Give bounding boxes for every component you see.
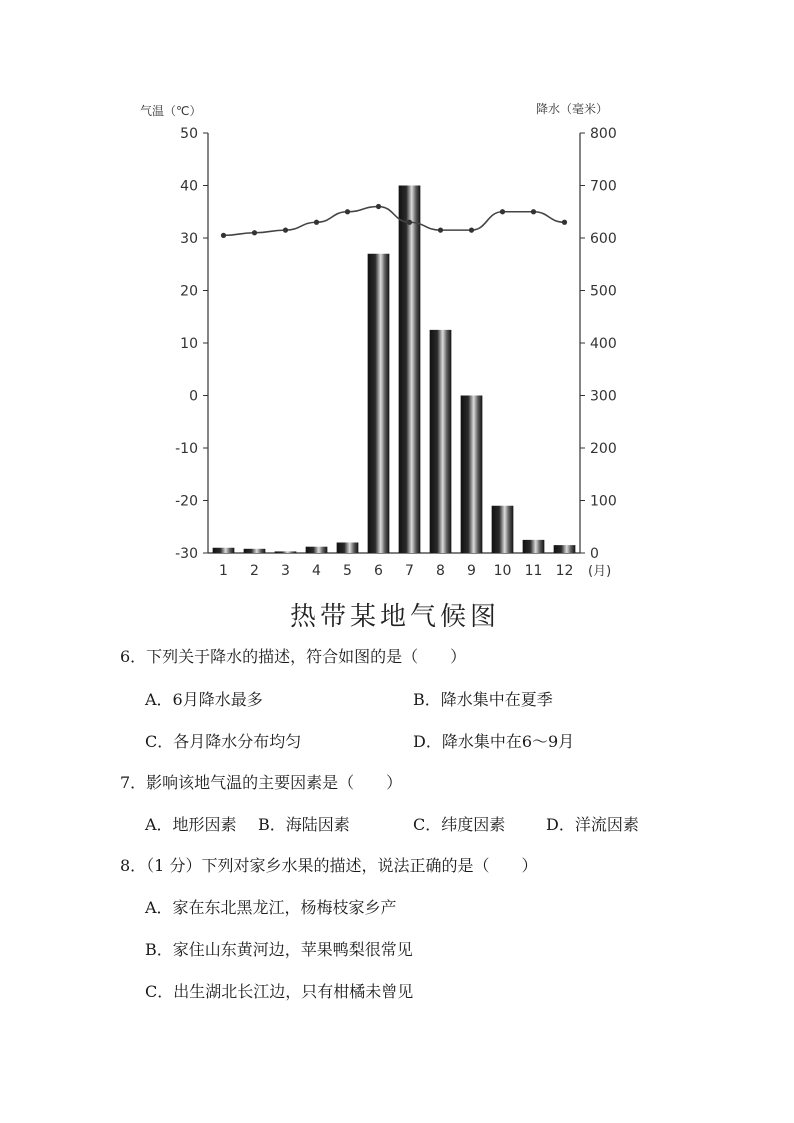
- climate-chart: [140, 95, 620, 640]
- temperature-point-11: [531, 209, 536, 214]
- precip-bar-7: [399, 186, 421, 554]
- left-tick-label-8: -30: [175, 546, 198, 562]
- precip-bar-5: [337, 543, 359, 554]
- right-tick-label-4: 400: [590, 336, 617, 352]
- left-tick-label-7: -20: [175, 493, 198, 510]
- right-tick-label-2: 600: [590, 231, 617, 247]
- temperature-point-6: [376, 204, 381, 209]
- left-tick-label-6: -10: [175, 441, 198, 457]
- left-tick-label-1: 40: [180, 178, 198, 195]
- right-tick-label-0: 800: [590, 126, 617, 142]
- precip-bar-11: [523, 540, 545, 553]
- x-tick-label-11: 11: [524, 563, 543, 579]
- question-6-option-c[interactable]: C．各月降水分布均匀: [145, 732, 302, 751]
- right-tick-label-6: 200: [590, 441, 617, 457]
- precip-bar-3: [275, 551, 297, 553]
- question-6-option-a[interactable]: A．6月降水最多: [145, 690, 263, 709]
- left-axis-label: 气温（℃）: [140, 104, 202, 118]
- question-8-option-c[interactable]: C．出生湖北长江边，只有柑橘未曾见: [145, 982, 414, 1001]
- x-tick-label-3: 3: [281, 563, 290, 579]
- temperature-point-8: [438, 228, 443, 233]
- question-6-option-b[interactable]: B．降水集中在夏季: [413, 690, 553, 709]
- question-8-option-a[interactable]: A．家在东北黑龙江，杨梅枝家乡产: [145, 898, 397, 917]
- x-tick-label-7: 7: [405, 563, 414, 579]
- x-tick-label-10: 10: [493, 563, 512, 579]
- x-tick-label-4: 4: [312, 563, 321, 579]
- temperature-point-10: [500, 209, 505, 214]
- x-tick-label-8: 8: [436, 563, 445, 579]
- precip-bar-8: [430, 330, 452, 553]
- temperature-point-2: [252, 230, 257, 235]
- precip-bar-12: [554, 545, 576, 553]
- temperature-point-9: [469, 228, 474, 233]
- x-tick-label-6: 6: [374, 563, 383, 579]
- right-tick-label-3: 500: [590, 283, 617, 300]
- temperature-point-1: [221, 233, 226, 238]
- x-unit-label: (月): [588, 564, 612, 579]
- question-7-stem: 7．影响该地气温的主要因素是（ ）: [120, 773, 403, 792]
- question-7-option-a[interactable]: A．地形因素: [145, 815, 237, 834]
- precip-bar-1: [213, 548, 235, 553]
- question-8-option-b[interactable]: B．家住山东黄河边，苹果鸭梨很常见: [145, 940, 413, 959]
- right-tick-label-7: 100: [590, 493, 617, 510]
- temperature-point-5: [345, 209, 350, 214]
- left-tick-label-2: 30: [180, 231, 198, 247]
- temperature-line: [224, 207, 565, 236]
- x-tick-label-1: 1: [219, 563, 228, 579]
- precip-bar-10: [492, 506, 514, 553]
- x-tick-label-5: 5: [343, 563, 352, 579]
- right-tick-label-1: 700: [590, 178, 617, 195]
- x-tick-label-12: 12: [555, 563, 574, 579]
- plot-area: [175, 126, 617, 579]
- left-tick-label-4: 10: [180, 336, 198, 352]
- left-tick-label-5: 0: [189, 388, 198, 405]
- question-6-option-d[interactable]: D．降水集中在6～9月: [413, 732, 575, 751]
- temperature-point-12: [562, 220, 567, 225]
- precip-bar-9: [461, 396, 483, 554]
- question-7-option-c[interactable]: C．纬度因素: [413, 815, 506, 834]
- question-6-stem: 6．下列关于降水的描述，符合如图的是（ ）: [120, 647, 467, 666]
- left-tick-label-3: 20: [180, 283, 198, 300]
- precip-bar-6: [368, 254, 390, 553]
- question-7-option-b[interactable]: B．海陆因素: [258, 815, 350, 834]
- temperature-point-7: [407, 220, 412, 225]
- precip-bar-4: [306, 547, 328, 553]
- precip-bar-2: [244, 549, 266, 553]
- right-tick-label-8: 0: [590, 546, 599, 562]
- x-tick-label-2: 2: [250, 563, 259, 579]
- chart-title: 热带某地气候图: [289, 602, 501, 632]
- right-tick-label-5: 300: [590, 388, 617, 405]
- temperature-point-4: [314, 220, 319, 225]
- left-tick-label-0: 50: [180, 126, 198, 142]
- question-7-option-d[interactable]: D．洋流因素: [546, 815, 639, 834]
- temperature-point-3: [283, 228, 288, 233]
- x-tick-label-9: 9: [467, 563, 476, 579]
- question-8-stem: 8．（1 分）下列对家乡水果的描述，说法正确的是（ ）: [120, 856, 538, 875]
- right-axis-label: 降水（毫米）: [535, 102, 608, 116]
